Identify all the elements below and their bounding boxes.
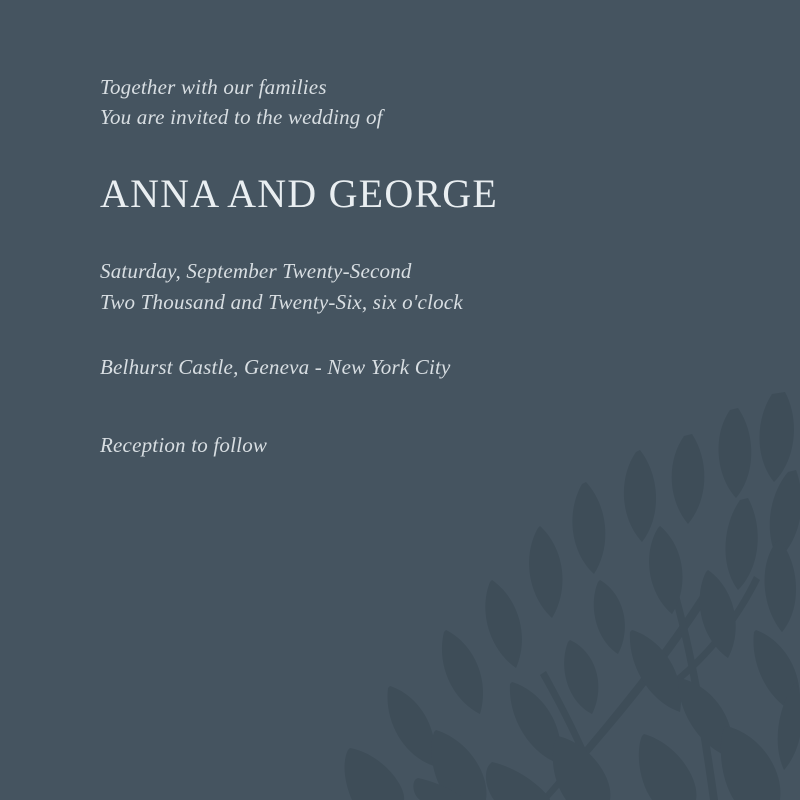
date-group	[100, 256, 720, 318]
couple-names: ANNA AND GEORGE	[100, 171, 498, 216]
date-line-2: Two Thousand and Twenty-Six, six o'clock	[100, 290, 463, 314]
intro-line-2: You are invited to the wedding of	[100, 105, 383, 129]
reception-note: Reception to follow	[100, 433, 268, 457]
invitation-text-block	[100, 72, 720, 461]
date-line-1: Saturday, September Twenty-Second	[100, 259, 412, 283]
venue-line: Belhurst Castle, Geneva - New York City	[100, 355, 451, 379]
intro-line-1: Together with our families	[100, 75, 327, 99]
